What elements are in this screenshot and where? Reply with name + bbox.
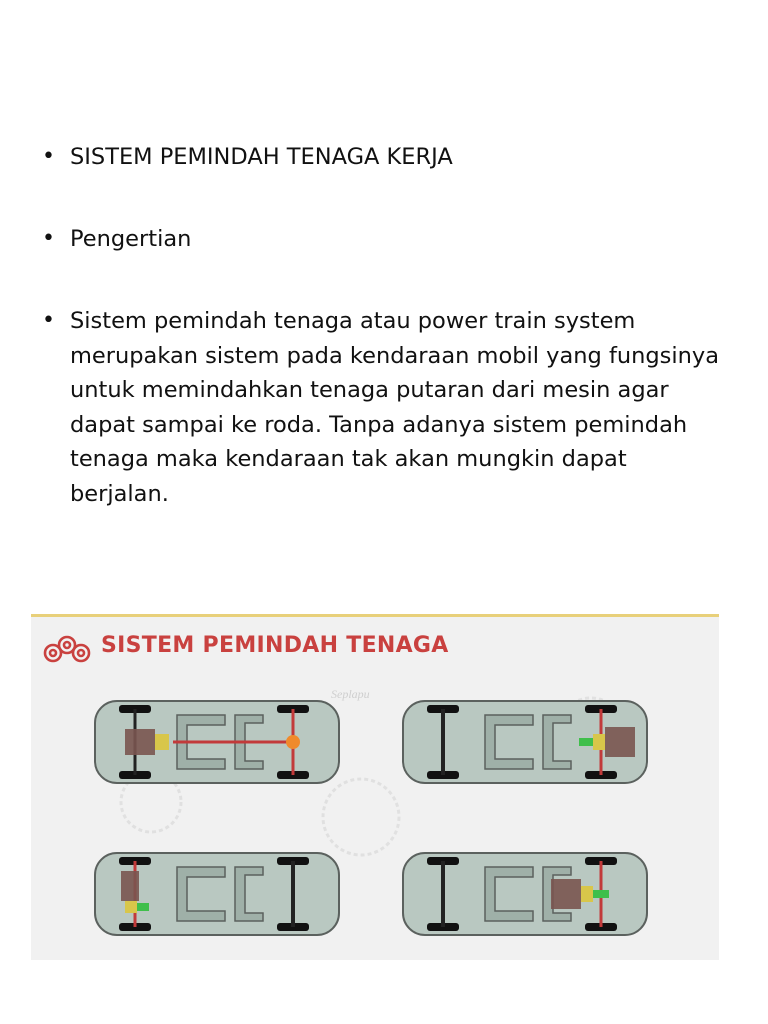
gear <box>137 903 149 911</box>
car-diagram-front-engine-rear-wheel-drive <box>95 701 339 783</box>
power-train-diagrams <box>31 617 719 960</box>
bullet-dot: • <box>42 308 55 333</box>
gear <box>593 890 609 898</box>
chain-link-logo-icon <box>41 633 93 667</box>
car-diagram-mid-engine-rear-wheel-drive <box>403 853 647 935</box>
engine-block <box>551 879 581 909</box>
differential <box>286 735 300 749</box>
gear <box>579 738 593 746</box>
bullet-dot: • <box>42 226 55 251</box>
bullet-dot: • <box>42 144 55 169</box>
bullet-subheading <box>42 222 191 257</box>
gear-icon <box>323 779 399 855</box>
bullet-text: Pengertian <box>70 226 192 252</box>
engine-block <box>605 727 635 757</box>
bullet-heading <box>42 140 453 175</box>
transmission <box>593 734 605 750</box>
car-diagram-front-engine-front-wheel-drive <box>95 853 339 935</box>
bullet-text: Sistem pemindah tenaga atau power train system merupakan sistem pada kendaraan mobil yang fungsinya untuk memindahkan tenaga putaran dari mesin agar dapat sampai ke roda. Tanpa adanya sistem pemindah tenaga maka kendaraan tak akan mungkin dapat berjalan. <box>70 308 720 507</box>
power-train-figure <box>31 614 719 960</box>
transmission <box>155 734 169 750</box>
car-diagram-rear-engine-rear-wheel-drive <box>403 701 647 783</box>
bullet-text: SISTEM PEMINDAH TENAGA KERJA <box>70 144 453 170</box>
figure-watermark: Seplapu <box>331 687 370 701</box>
engine-block <box>125 729 155 755</box>
engine-block <box>121 871 139 901</box>
figure-title: SISTEM PEMINDAH TENAGA <box>101 633 449 658</box>
transmission <box>581 886 593 902</box>
bullet-definition <box>42 304 730 511</box>
car-body <box>403 853 647 935</box>
transmission <box>125 901 137 913</box>
